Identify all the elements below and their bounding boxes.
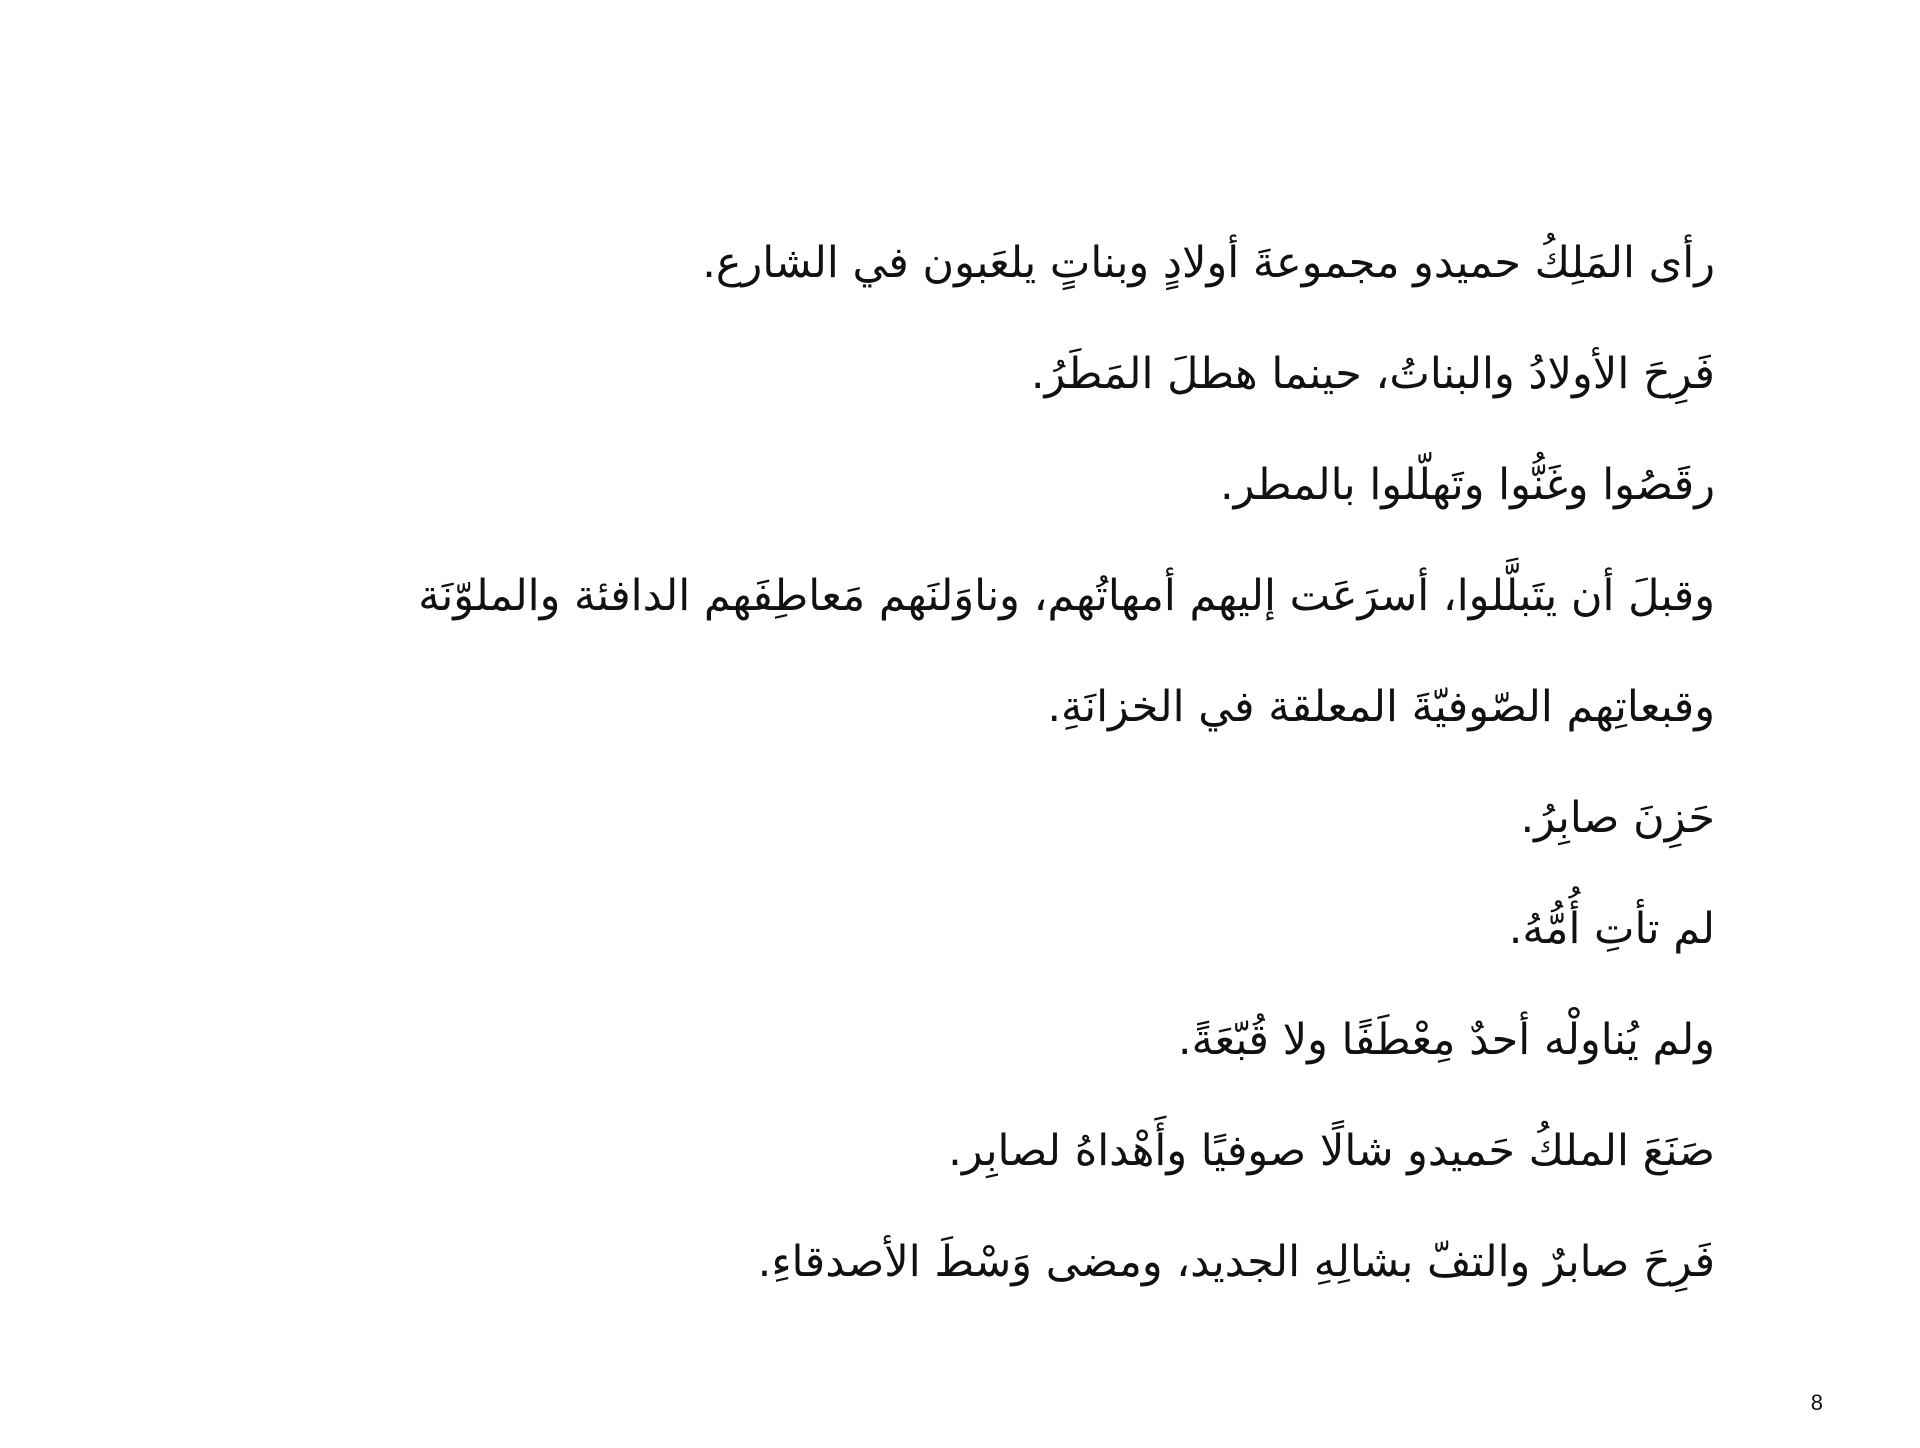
story-line-3: رقَصُوا وغَنُّوا وتَهلّلوا بالمطر. — [1219, 460, 1715, 510]
story-text — [195, 228, 1715, 1338]
story-line-7: لم تأتِ أُمُّهُ. — [1508, 904, 1715, 954]
story-line-2: فَرِحَ الأولادُ والبناتُ، حينما هطلَ المَطَرُ. — [1030, 349, 1715, 399]
story-line-6: حَزِنَ صابِرُ. — [1520, 793, 1715, 843]
story-line-5: وقبعاتِهم الصّوفيّةَ المعلقة في الخزانَةِ. — [1047, 682, 1715, 732]
story-line-4: وقبلَ أن يتَبلَّلوا، أسرَعَت إليهم أمهاتُهم، وناوَلنَهم مَعاطِفَهم الدافئة والملوّنَة — [418, 571, 1715, 621]
story-line-10: فَرِحَ صابرٌ والتفّ بشالِهِ الجديد، ومضى وَسْطَ الأصدقاءِ. — [757, 1237, 1715, 1287]
story-line-8: ولم يُناولْه أحدٌ مِعْطَفًا ولا قُبّعَةً. — [1177, 1015, 1715, 1065]
story-line-1: رأى المَلِكُ حميدو مجموعةَ أولادٍ وبناتٍ يلعَبون في الشارع. — [702, 238, 1715, 288]
story-line-9: صَنَعَ الملكُ حَميدو شالًا صوفيًا وأَهْداهُ لصابِر. — [948, 1126, 1715, 1176]
page-number: 8 — [1810, 1390, 1823, 1415]
